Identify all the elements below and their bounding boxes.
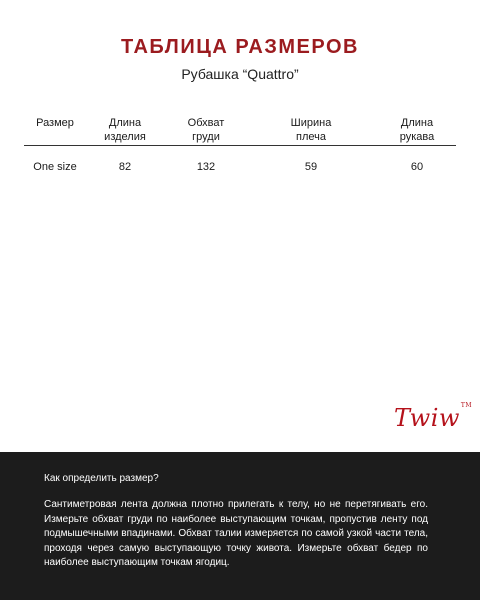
table-header [24,112,456,146]
footer-panel [0,452,480,600]
header-length: Длина изделия [104,117,146,143]
header-shoulder: Ширина плеча [290,117,332,143]
logo-text: Twiw [394,404,460,432]
page-title: ТАБЛИЦА РАЗМЕРОВ [121,36,359,58]
header-sleeve: Длина рукава [399,117,435,143]
header-divider [24,145,456,146]
trademark-mark: TM [460,402,473,409]
sizing-question: Как определить размер? [44,473,159,484]
header-size: Размер [36,117,74,129]
cell-size: One size [33,161,77,173]
header-chest: Обхват груди [187,117,225,143]
cell-length: 82 [118,161,132,173]
brand-logo [394,404,472,432]
table-row [24,161,456,175]
cell-sleeve: 60 [410,161,424,173]
cell-chest: 132 [196,161,216,173]
product-subtitle: Рубашка “Quattro” [181,66,299,82]
sizing-instructions: Сантиметровая лента должна плотно прилегать к телу, но не перетягивать его. Измерьте обхват груди по наиболее выступающим точкам, пропустив ленту под подмышечными впадинами. Обхват талии измеряется по самой узкой части тела, проходя через самую выступающую точку живота. Измерьте обхват бедер по наиболее выступающим точкам ягодиц. [44,499,428,568]
cell-shoulder: 59 [304,161,318,173]
